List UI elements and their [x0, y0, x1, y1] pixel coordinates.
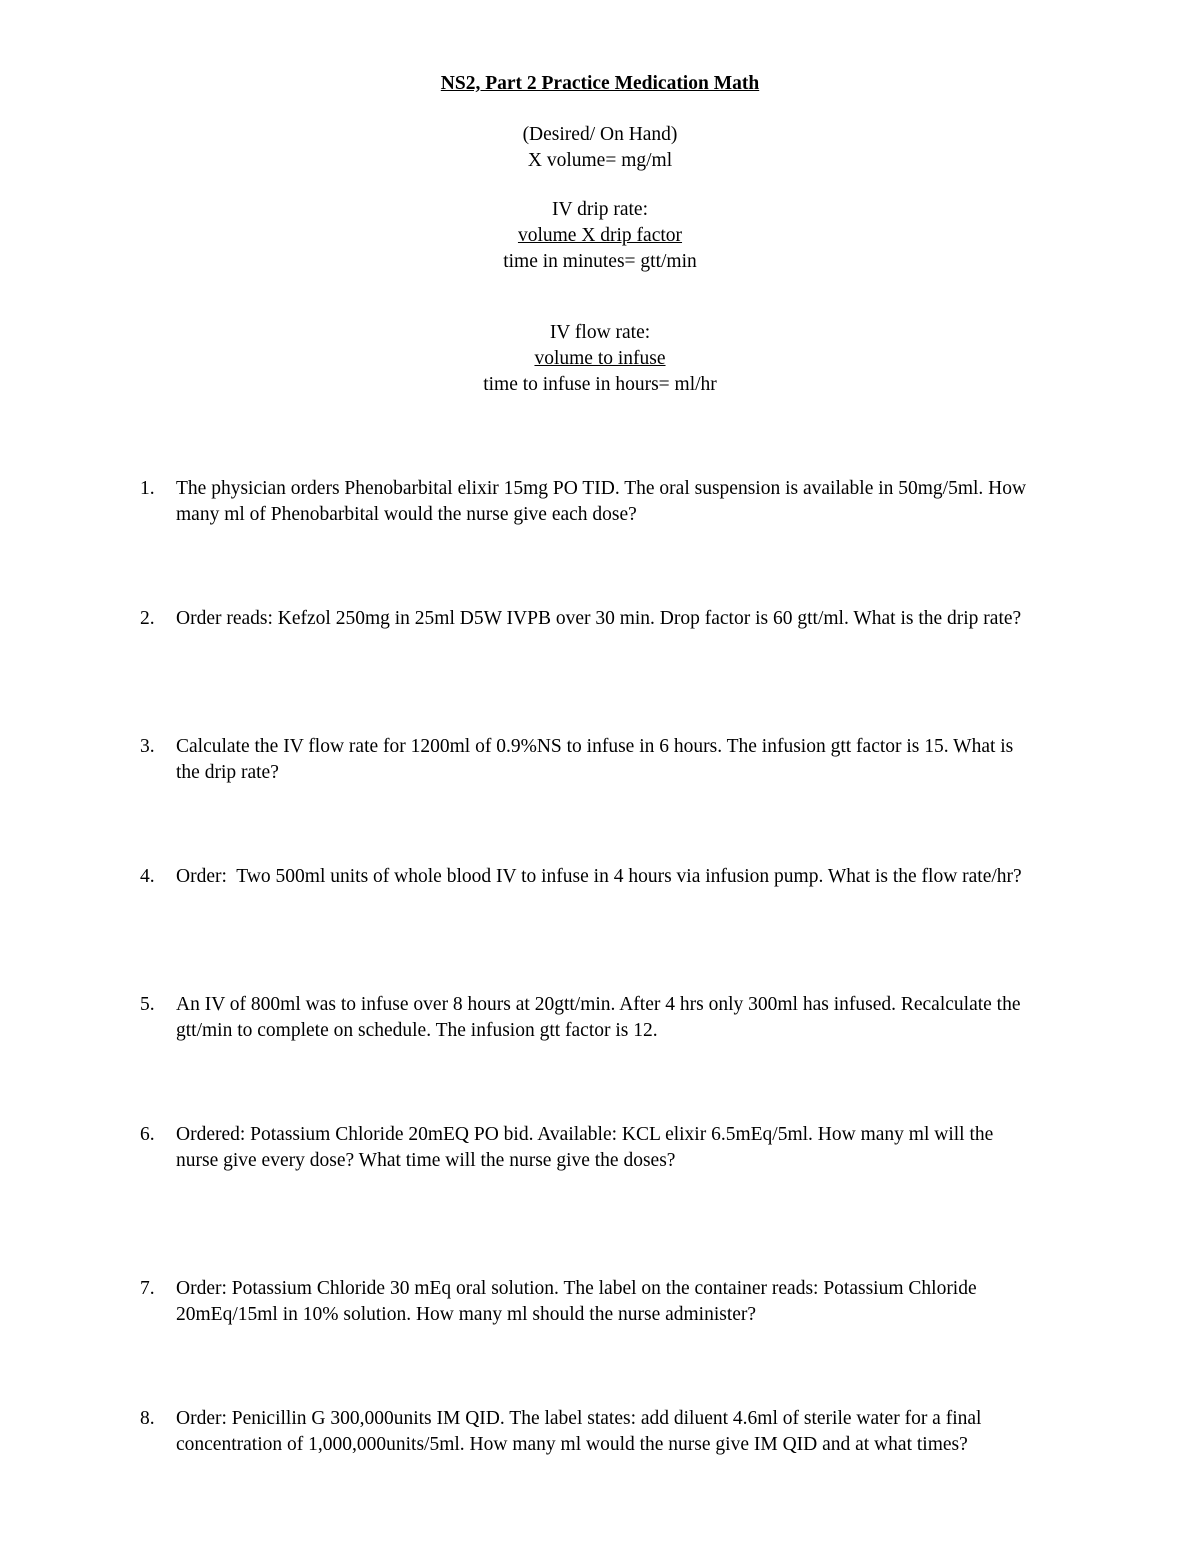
question-number: 2.: [140, 608, 155, 629]
question-number: 7.: [140, 1278, 155, 1299]
question-text: [176, 1276, 1120, 1328]
question-number: 4.: [140, 866, 155, 887]
question-text: [176, 734, 1120, 786]
dosage-formula-line-1: (Desired/ On Hand): [522, 124, 678, 145]
question-line: the drip rate?: [176, 762, 279, 783]
question-text: [176, 864, 1120, 890]
question-number: 1.: [140, 478, 155, 499]
question-line: nurse give every dose? What time will the nurse give the doses?: [176, 1150, 676, 1171]
question-number: 6.: [140, 1124, 155, 1145]
flow-rate-formula: [0, 320, 1200, 398]
question-text: [176, 606, 1120, 632]
question-line: Order: Two 500ml units of whole blood IV to infuse in 4 hours via infusion pump. What is the flow rate/hr?: [176, 866, 1022, 887]
question-line: Order: Penicillin G 300,000units IM QID. The label states: add diluent 4.6ml of sterile water for a final: [176, 1408, 982, 1429]
drip-rate-label: IV drip rate:: [551, 199, 649, 220]
dosage-formula-line-2: X volume= mg/ml: [527, 150, 673, 171]
question-line: Order reads: Kefzol 250mg in 25ml D5W IVPB over 30 min. Drop factor is 60 gtt/ml. What is the drip rate?: [176, 608, 1022, 629]
question-text: [176, 992, 1120, 1044]
title-block: [0, 71, 1200, 97]
page-title: NS2, Part 2 Practice Medication Math: [440, 73, 760, 94]
flow-rate-denominator: time to infuse in hours= ml/hr: [483, 374, 717, 395]
question-line: An IV of 800ml was to infuse over 8 hours at 20gtt/min. After 4 hrs only 300ml has infused. Recalculate the: [176, 994, 1021, 1015]
question-line: Calculate the IV flow rate for 1200ml of 0.9%NS to infuse in 6 hours. The infusion gtt factor is 15. What is: [176, 736, 1014, 757]
question-line: gtt/min to complete on schedule. The infusion gtt factor is 12.: [176, 1020, 658, 1041]
question-line: 20mEq/15ml in 10% solution. How many ml should the nurse administer?: [176, 1304, 757, 1325]
question-line: The physician orders Phenobarbital elixir 15mg PO TID. The oral suspension is available in 50mg/5ml. How: [176, 478, 1027, 499]
question-number: 8.: [140, 1408, 155, 1429]
question-text: [176, 1122, 1120, 1174]
flow-rate-numerator: volume to infuse: [534, 348, 666, 369]
drip-rate-denominator: time in minutes= gtt/min: [503, 251, 697, 272]
drip-rate-formula: [0, 197, 1200, 275]
question-text: [176, 476, 1120, 528]
question-line: concentration of 1,000,000units/5ml. How many ml would the nurse give IM QID and at what times?: [176, 1434, 968, 1455]
dosage-formula: [0, 122, 1200, 174]
question-line: many ml of Phenobarbital would the nurse give each dose?: [176, 504, 637, 525]
question-line: Order: Potassium Chloride 30 mEq oral solution. The label on the container reads: Potassium Chloride: [176, 1278, 977, 1299]
question-number: 3.: [140, 736, 155, 757]
question-text: [176, 1406, 1120, 1458]
drip-rate-numerator: volume X drip factor: [517, 225, 683, 246]
question-line: Ordered: Potassium Chloride 20mEQ PO bid. Available: KCL elixir 6.5mEq/5ml. How many ml will the: [176, 1124, 994, 1145]
question-number: 5.: [140, 994, 155, 1015]
flow-rate-label: IV flow rate:: [549, 322, 651, 343]
